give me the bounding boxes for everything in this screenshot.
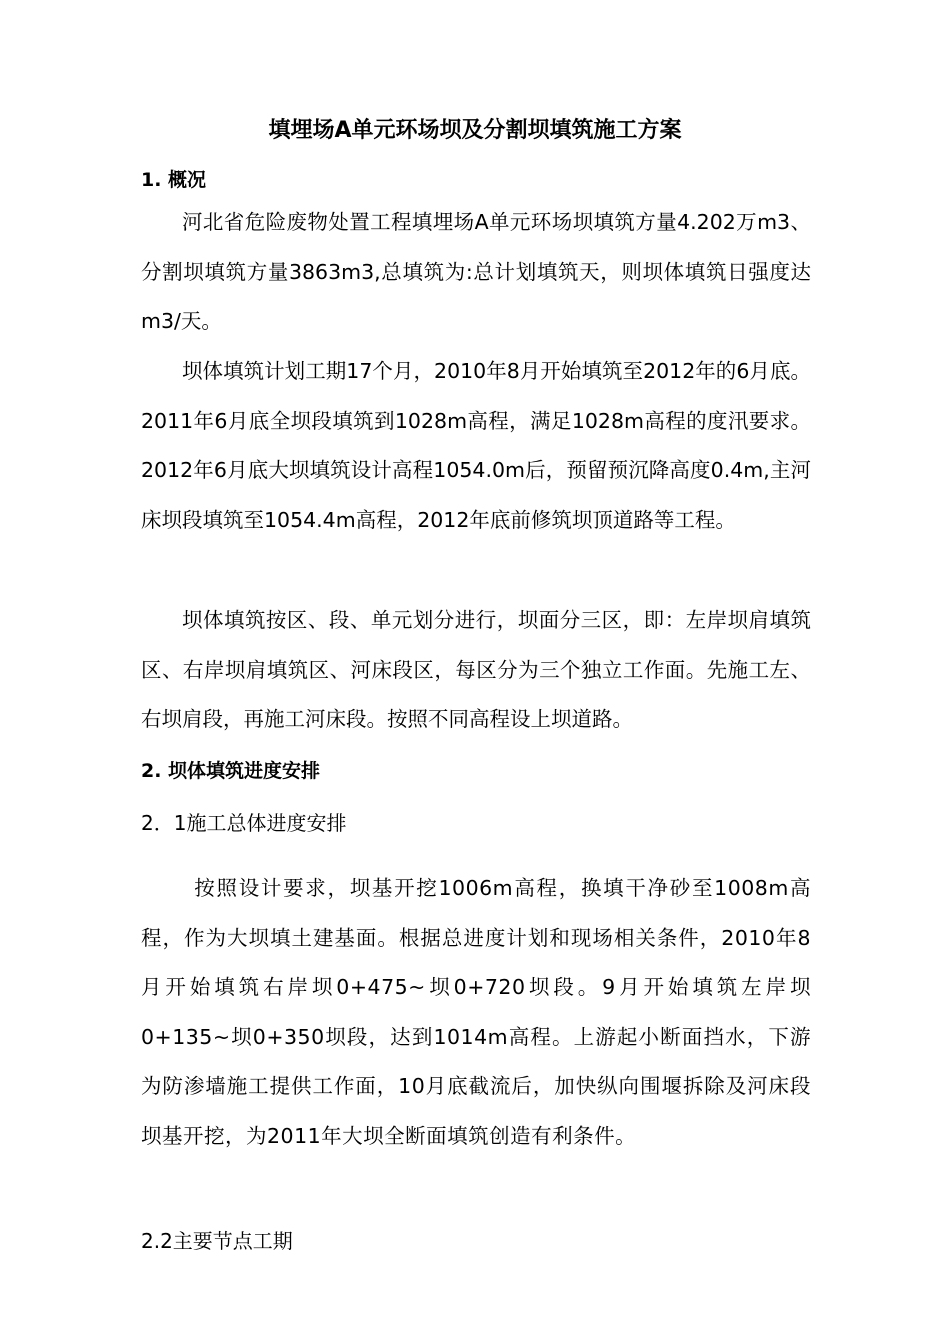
section-1-paragraph-3: 坝体填筑按区、段、单元划分进行，坝面分三区，即：左岸坝肩填筑区、右岸坝肩填筑区、河床段区，每区分为三个独立工作面。先施工左、右坝肩段，再施工河床段。按照不同高程设上坝道路。 [141,608,811,732]
section-1-paragraph-1: 河北省危险废物处置工程填埋场A单元环场坝填筑方量4.202万m3、分割坝填筑方量3863m3,总填筑为:总计划填筑天，则坝体填筑日强度达m3/天。 [141,210,811,334]
section-1-paragraph-2: 坝体填筑计划工期17个月，2010年8月开始填筑至2012年的6月底。2011年6月底全坝段填筑到1028m高程，满足1028m高程的度汛要求。2012年6月底大坝填筑设计高程1054.0m后，预留预沉降高度0.4m,主河床坝段填筑至1054.4m高程，2012年底前修筑坝顶道路等工程。 [141,359,811,532]
document-title: 填埋场A单元环场坝及分割坝填筑施工方案 [268,118,682,143]
section-2-heading: 2. 坝体填筑进度安排 [141,760,321,782]
section-2-1-paragraph: 按照设计要求，坝基开挖1006m高程，换填干净砂至1008m高程，作为大坝填土建基面。根据总进度计划和现场相关条件，2010年8月开始填筑右岸坝0+475~坝0+720坝段。9月开始填筑左岸坝0+135~坝0+350坝段，达到1014m高程。上游起小断面挡水，下游为防渗墙施工提供工作面，10月底截流后，加快纵向围堰拆除及河床段坝基开挖，为2011年大坝全断面填筑创造有利条件。 [141,876,811,1148]
section-1-heading: 1. 概况 [141,169,207,191]
section-2-1-heading: 2．1施工总体进度安排 [141,811,347,835]
section-2-2-heading: 2.2主要节点工期 [141,1229,293,1253]
